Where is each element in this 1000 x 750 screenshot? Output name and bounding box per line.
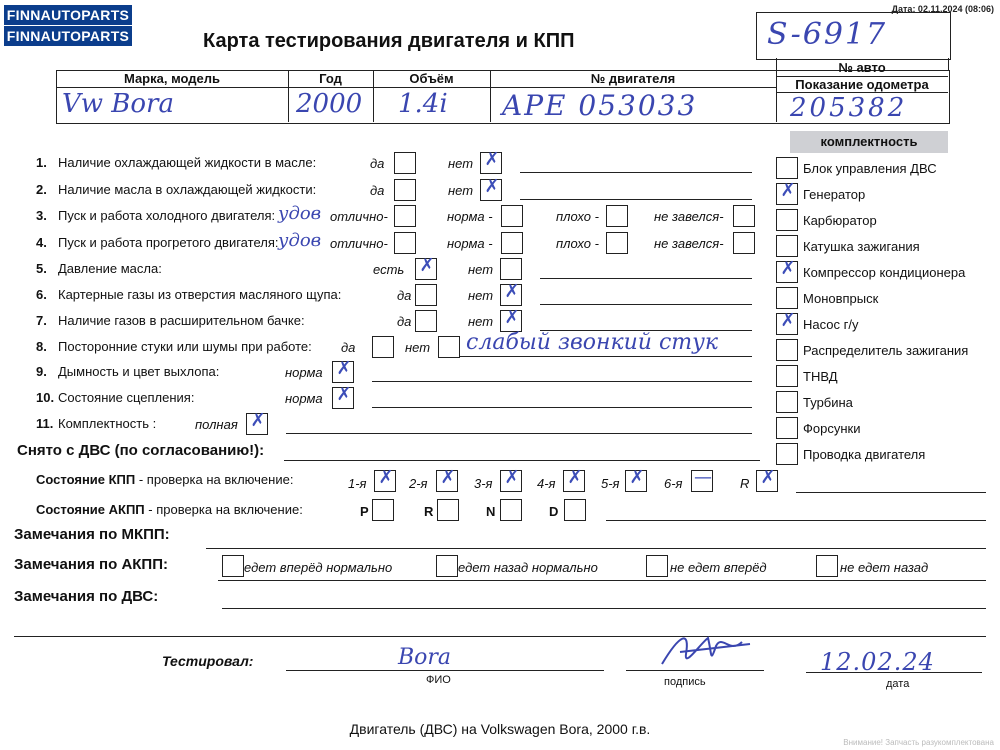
- check-mark: ✗: [504, 307, 520, 328]
- checkbox-3-1[interactable]: [394, 205, 416, 227]
- checkbox-4-2[interactable]: [501, 232, 523, 254]
- option-label: отлично-: [330, 236, 388, 251]
- completeness-item-label: Генератор: [803, 187, 866, 202]
- question-number: 8.: [36, 339, 47, 354]
- checkbox-2-1[interactable]: [394, 179, 416, 201]
- watermark: Внимание! Запчасть разукомплектована: [843, 738, 994, 747]
- option-label: да: [341, 340, 356, 355]
- kpp-gear-checkbox[interactable]: [374, 467, 396, 492]
- header-make: Марка, модель: [123, 71, 221, 86]
- value-engine-no: APE 053033: [502, 89, 698, 122]
- checkbox-4-3[interactable]: [606, 232, 628, 254]
- header-odometer: Показание одометра: [795, 77, 929, 92]
- question-text: Наличие газов в расширительном бачке:: [58, 313, 305, 328]
- akpp-gear-checkbox[interactable]: [372, 499, 394, 521]
- checkbox-4-1[interactable]: [394, 232, 416, 254]
- question-text: Состояние сцепления:: [58, 390, 195, 405]
- form-title: Карта тестирования двигателя и КПП: [203, 30, 575, 52]
- checkbox-2-2[interactable]: [480, 176, 502, 201]
- completeness-checkbox-10[interactable]: [776, 391, 798, 413]
- check-mark: —: [694, 467, 712, 488]
- logo-secondary: FINNAUTOPARTS: [4, 26, 132, 46]
- option-label: отлично-: [330, 209, 388, 224]
- completeness-checkbox-11[interactable]: [776, 417, 798, 439]
- option-label: не завелся-: [654, 236, 724, 251]
- tester-name: Bora: [398, 645, 452, 670]
- question-number: 7.: [36, 313, 47, 328]
- answer-line: [540, 278, 752, 279]
- checkbox-8-2[interactable]: [438, 336, 460, 358]
- checkbox-10-1[interactable]: [332, 384, 354, 409]
- akpp-remark-label: не едет вперёд: [670, 560, 767, 575]
- kpp-gear-checkbox[interactable]: [563, 467, 585, 492]
- akpp-remark-checkbox[interactable]: [816, 555, 838, 577]
- check-mark: ✗: [419, 255, 435, 276]
- completeness-checkbox-9[interactable]: [776, 365, 798, 387]
- question-number: 3.: [36, 208, 47, 223]
- checkbox-8-1[interactable]: [372, 336, 394, 358]
- question-number: 6.: [36, 287, 47, 302]
- completeness-item-label: Компрессор кондиционера: [803, 265, 966, 280]
- handwritten-note: удов: [278, 203, 322, 224]
- value-volume: 1.4i: [398, 89, 448, 119]
- answer-line: [460, 356, 752, 357]
- question-text: Картерные газы из отверстия масляного щупа:: [58, 287, 342, 302]
- option-label: норма: [285, 391, 323, 406]
- answer-line: [286, 433, 752, 434]
- option-label: нет: [405, 340, 431, 355]
- completeness-item-label: Распределитель зажигания: [803, 343, 969, 358]
- question-text: Давление масла:: [58, 261, 162, 276]
- completeness-checkbox-7[interactable]: [776, 310, 798, 335]
- completeness-item-label: ТНВД: [803, 369, 838, 384]
- completeness-checkbox-2[interactable]: [776, 180, 798, 205]
- akpp-gear-checkbox[interactable]: [437, 499, 459, 521]
- checkbox-5-1[interactable]: [415, 255, 437, 280]
- gear-label: 3-я: [474, 476, 493, 491]
- check-mark: ✗: [484, 176, 500, 197]
- check-mark: ✗: [440, 467, 456, 488]
- completeness-checkbox-8[interactable]: [776, 339, 798, 361]
- question-number: 9.: [36, 364, 47, 379]
- date-label: дата: [886, 678, 910, 690]
- check-mark: ✗: [250, 410, 266, 431]
- option-label: да: [397, 314, 412, 329]
- option-label: норма -: [447, 236, 493, 251]
- header-engine-no: № двигателя: [590, 71, 676, 86]
- checkbox-3-4[interactable]: [733, 205, 755, 227]
- option-label: нет: [468, 314, 494, 329]
- option-label: плохо -: [556, 209, 599, 224]
- option-label: да: [370, 156, 385, 171]
- logo: FINNAUTOPARTS: [4, 5, 132, 25]
- removed-label: Снято с ДВС (по согласованию!):: [17, 442, 265, 459]
- header-auto-no: № авто: [838, 60, 886, 75]
- question-text: Дымность и цвет выхлопа:: [58, 364, 220, 379]
- answer-line: [372, 407, 752, 408]
- kpp-gear-checkbox[interactable]: [691, 467, 713, 492]
- akpp-label: Состояние АКПП - проверка на включение:: [36, 502, 303, 517]
- question-number: 1.: [36, 155, 47, 170]
- akpp-gear-checkbox[interactable]: [564, 499, 586, 521]
- check-mark: ✗: [629, 467, 645, 488]
- check-mark: ✗: [567, 467, 583, 488]
- check-mark: ✗: [780, 258, 796, 279]
- check-mark: ✗: [504, 467, 520, 488]
- auto-number-value: S-6917: [767, 17, 888, 52]
- completeness-checkbox-3[interactable]: [776, 209, 798, 231]
- option-label: да: [397, 288, 412, 303]
- completeness-checkbox-12[interactable]: [776, 443, 798, 465]
- kpp-gear-checkbox[interactable]: [500, 467, 522, 492]
- checkbox-4-4[interactable]: [733, 232, 755, 254]
- checkbox-5-2[interactable]: [500, 258, 522, 280]
- option-label: есть: [373, 262, 405, 277]
- option-label: не завелся-: [654, 209, 724, 224]
- option-label: нет: [448, 183, 474, 198]
- remarks-akpp-label: Замечания по АКПП:: [14, 556, 168, 573]
- kpp-gear-checkbox[interactable]: [625, 467, 647, 492]
- date-value: 12.02.24: [820, 648, 935, 676]
- completeness-item-label: Турбина: [803, 395, 853, 410]
- gear-label: R: [740, 476, 750, 491]
- handwritten-note: удов: [278, 230, 322, 251]
- answer-line: [372, 381, 752, 382]
- option-label: да: [370, 183, 385, 198]
- check-mark: ✗: [484, 149, 500, 170]
- signature-image: [650, 624, 760, 674]
- option-label: норма: [285, 365, 323, 380]
- remarks-mkpp-label: Замечания по МКПП:: [14, 526, 170, 543]
- gear-label: N: [486, 504, 496, 519]
- akpp-gear-checkbox[interactable]: [500, 499, 522, 521]
- question-text: Посторонние стуки или шумы при работе:: [58, 339, 312, 354]
- check-mark: ✗: [336, 358, 352, 379]
- gear-label: D: [549, 504, 559, 519]
- check-mark: ✗: [780, 180, 796, 201]
- question-number: 10.: [36, 390, 55, 405]
- gear-label: 2-я: [409, 476, 428, 491]
- auto-number-box: [756, 12, 951, 60]
- checkbox-1-1[interactable]: [394, 152, 416, 174]
- fio-label: ФИО: [426, 674, 451, 686]
- option-label: полная: [195, 417, 238, 432]
- check-mark: ✗: [760, 467, 776, 488]
- option-label: нет: [448, 156, 474, 171]
- completeness-item-label: Карбюратор: [803, 213, 877, 228]
- question-text: Наличие охлаждающей жидкости в масле:: [58, 155, 317, 170]
- akpp-remark-label: едет вперёд нормально: [244, 560, 393, 575]
- gear-label: 4-я: [537, 476, 556, 491]
- gear-label: R: [424, 504, 434, 519]
- tested-label: Тестировал:: [162, 653, 254, 669]
- question-number: 11.: [36, 416, 54, 431]
- checkbox-11-1[interactable]: [246, 410, 268, 435]
- completeness-title: комплектность: [820, 134, 918, 149]
- checkbox-1-2[interactable]: [480, 149, 502, 174]
- completeness-item-label: Проводка двигателя: [803, 447, 926, 462]
- date-stamp: Дата: 02.11.2024 (08:06): [891, 4, 994, 14]
- gear-label: 5-я: [601, 476, 620, 491]
- completeness-item-label: Форсунки: [803, 421, 861, 436]
- question-text: Пуск и работа холодного двигателя:: [58, 208, 276, 223]
- gear-label: P: [360, 504, 369, 519]
- check-mark: ✗: [780, 310, 796, 331]
- question-text: Комплектность :: [58, 416, 157, 431]
- question-number: 2.: [36, 182, 47, 197]
- completeness-item-label: Катушка зажигания: [803, 239, 920, 254]
- akpp-remark-checkbox[interactable]: [436, 555, 458, 577]
- remarks-dvs-label: Замечания по ДВС:: [14, 588, 159, 605]
- checkbox-3-2[interactable]: [501, 205, 523, 227]
- answer-line: [540, 304, 752, 305]
- kpp-gear-checkbox[interactable]: [756, 467, 778, 492]
- check-mark: ✗: [378, 467, 394, 488]
- checkbox-6-1[interactable]: [415, 284, 437, 306]
- option-label: норма -: [447, 209, 493, 224]
- value-year: 2000: [296, 89, 363, 119]
- value-make: Vw Bora: [62, 89, 174, 119]
- header-year: Год: [319, 71, 342, 86]
- akpp-remark-checkbox[interactable]: [222, 555, 244, 577]
- completeness-checkbox-6[interactable]: [776, 287, 798, 309]
- option-label: нет: [468, 262, 494, 277]
- completeness-checkbox-4[interactable]: [776, 235, 798, 257]
- question-text: Пуск и работа прогретого двигателя:: [58, 235, 279, 250]
- checkbox-7-1[interactable]: [415, 310, 437, 332]
- akpp-remark-checkbox[interactable]: [646, 555, 668, 577]
- answer-line: [520, 172, 752, 173]
- kpp-gear-checkbox[interactable]: [436, 467, 458, 492]
- checkbox-9-1[interactable]: [332, 358, 354, 383]
- answer-line: [520, 199, 752, 200]
- completeness-item-label: Моновпрыск: [803, 291, 879, 306]
- podpis-label: подпись: [664, 676, 706, 688]
- checkbox-6-2[interactable]: [500, 281, 522, 306]
- kpp-label: Состояние КПП - проверка на включение:: [36, 472, 294, 487]
- caption: Двигатель (ДВС) на Volkswagen Bora, 2000 г.в.: [349, 721, 651, 737]
- check-mark: ✗: [504, 281, 520, 302]
- option-label: нет: [468, 288, 494, 303]
- completeness-item-label: Насос г/у: [803, 317, 859, 332]
- value-odometer: 205382: [790, 93, 908, 123]
- question-number: 4.: [36, 235, 47, 250]
- header-volume: Объём: [409, 71, 454, 86]
- akpp-remark-label: едет назад нормально: [458, 560, 598, 575]
- check-mark: ✗: [336, 384, 352, 405]
- completeness-checkbox-1[interactable]: [776, 157, 798, 179]
- question-number: 5.: [36, 261, 47, 276]
- checkbox-7-2[interactable]: [500, 307, 522, 332]
- handwritten-note: слабый звонкий стук: [466, 330, 719, 355]
- checkbox-3-3[interactable]: [606, 205, 628, 227]
- question-text: Наличие масла в охлаждающей жидкости:: [58, 182, 317, 197]
- akpp-remark-label: не едет назад: [840, 560, 929, 575]
- completeness-item-label: Блок управления ДВС: [803, 161, 937, 176]
- option-label: плохо -: [556, 236, 599, 251]
- gear-label: 1-я: [348, 476, 367, 491]
- gear-label: 6-я: [664, 476, 683, 491]
- completeness-checkbox-5[interactable]: [776, 258, 798, 283]
